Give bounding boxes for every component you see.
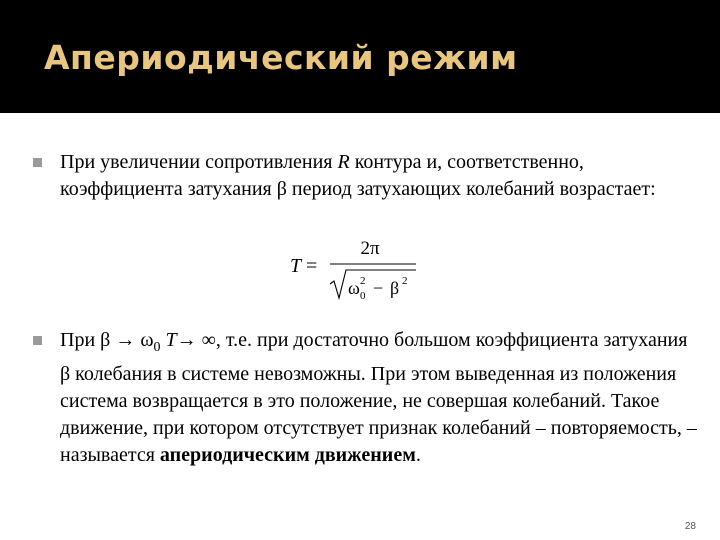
key-term: апериодическим движением: [159, 444, 416, 466]
formula-eq: =: [306, 255, 318, 277]
bullet-2-text-3: → ∞, т.е. при достаточно большом коэффициента затухания β колебания в системе невозможны. При этом выведенная из положения система возвращается в это положение, не совершая колебаний. Такое движение, при котором отсутствует признак колебаний – повторяемость, – называется: [60, 329, 697, 466]
formula-omega-sub: 0: [360, 290, 366, 302]
formula-beta: β: [390, 278, 400, 298]
page-number: 28: [684, 521, 696, 532]
omega-subscript: 0: [153, 340, 161, 355]
period-formula: [288, 232, 428, 302]
bullet-icon: [33, 336, 42, 345]
formula-minus: −: [373, 278, 384, 298]
formula-omega: ω: [348, 278, 360, 298]
variable-r: R: [337, 151, 350, 173]
formula-beta-sup: 2: [402, 275, 408, 287]
formula-omega-sup: 2: [360, 275, 366, 287]
formula-numerator: 2π: [360, 238, 380, 259]
slide-title: Апериодический режим: [44, 38, 518, 77]
bullet-2-end: .: [415, 444, 421, 466]
bullet-1-text-a: При увеличении сопротивления: [60, 151, 338, 173]
variable-t: T: [160, 329, 177, 351]
bullet-paragraph-1: [60, 149, 700, 203]
formula-lhs: T: [290, 255, 302, 277]
bullet-2-text-1: При β → ω: [60, 329, 154, 351]
bullet-paragraph-2: [60, 327, 700, 469]
bullet-icon: [33, 158, 42, 167]
bullet-1-text-b: контура и, соответственно, коэффициента затухания β период затухающих колебаний возрастает:: [60, 151, 656, 200]
